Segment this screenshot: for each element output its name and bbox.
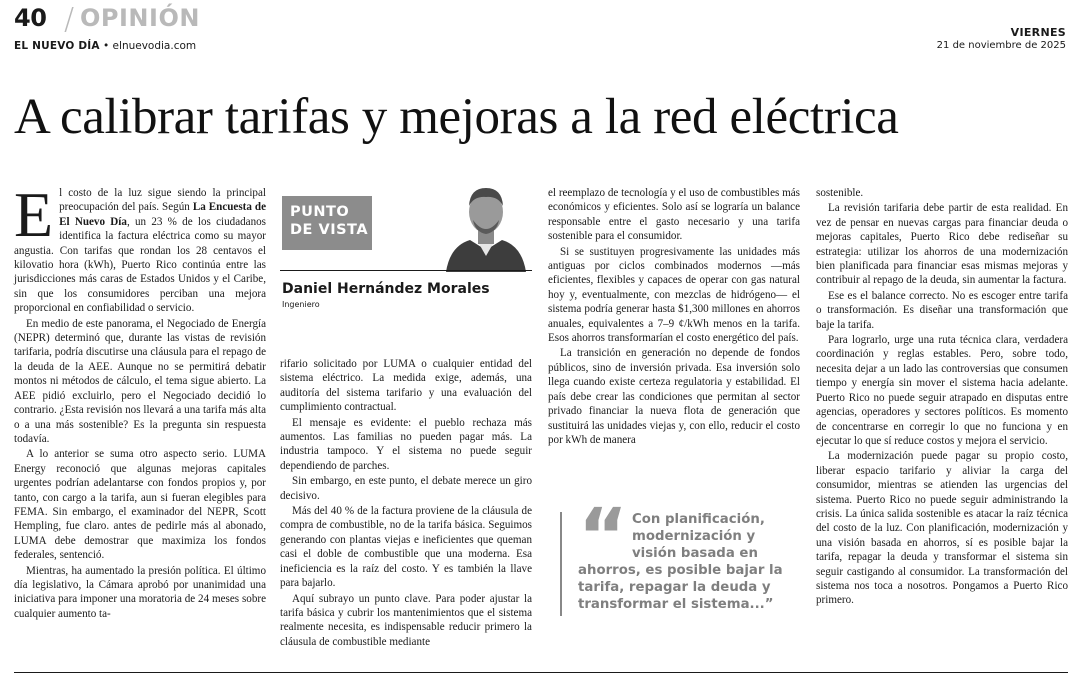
paragraph: sostenible. <box>816 187 864 199</box>
paragraph: A lo anterior se suma otro aspecto serio. LUMA Energy reconoció que algunas mejoras capitales urgentes podrían adelantarse con fondos propios y, por tanto, con cargo a la tarifa, aun si fueran elegibles para FEMA. Sin embargo, el examinador del NEPR, Scott Hempling, fue claro. antes de pedirle más al abonado, LUMA debe demostrar que maximiza los fondos federales, sentenció. <box>14 448 266 562</box>
paragraph: La modernización puede pagar su propio costo, liberar espacio tarifario y aliviar la carga del consumidor, mientras se atienden las urgencias del sistema. Puerto Rico no puede seguir administrando la crisis. La única salida sostenible es atacar la raíz técnica del costo de la luz. Con planificación, modernización y una visión basada en ahorros, sí es posible bajar la tarifa, repagar la deuda y transformar el sistema sin seguir castigando al consumidor. La transformación del sistema nos toca a nosotros. Pongamos a Puerto Rico primero. <box>816 450 1068 607</box>
header-slash: / <box>64 2 75 37</box>
page-number: 40 <box>14 4 47 32</box>
brand-line <box>14 40 196 52</box>
text-run: , un 23 % de los ciudadanos identifica la factura eléctrica como su mayor angustia. Con tarifas que rondan los 28 centavos el kilovatio hora (kWh), Puerto Rico continúa entre las jurisdicciones más caras de Estados Unidos y el Caribe, sin que los consumidores perciban una mejora proporcional en confiabilidad o servicio. <box>14 215 266 315</box>
paragraph: Sin embargo, en este punto, el debate merece un giro decisivo. <box>280 475 532 502</box>
pull-quote-line: ahorros, es posible bajar la tarifa, repagar la deuda y transformar el sistema...” <box>578 563 783 612</box>
paragraph: En medio de este panorama, el Negociado de Energía (NEPR) determinó que, durante las vistas de revisión tarifaria, podría discutirse una cláusula para el repago de la deuda de la AEE. Aunque no se permitirá debatir montos ni métodos de cálculo, el tema sigue abierto. La AEE pidió excluirlo, pero el Negociado decidió lo contrario. ¿Esta revisión nos llevará a una tarifa más alta o a una más sostenible? Es la pregunta sin respuesta todavía. <box>14 317 266 445</box>
page-header <box>14 4 414 60</box>
date-block <box>937 26 1066 51</box>
section-title: OPINIÓN <box>80 4 200 32</box>
paragraph: El mensaje es evidente: el pueblo rechaza más aumentos. Las familias no pueden pagar más. La industria tampoco. Y el sistema no puede seguir dependiendo de parches. <box>280 416 532 472</box>
author-divider <box>280 270 532 271</box>
quote-mark-icon: “ <box>578 491 628 580</box>
headline: A calibrar tarifas y mejoras a la red eléctrica <box>14 89 899 145</box>
paragraph: Aquí subrayo un punto clave. Para poder ajustar la tarifa básica y cubrir los mantenimientos que el sistema realmente necesita, es indispensable reducir primero la cláusula de combustible mediante <box>280 592 532 648</box>
paragraph <box>14 179 267 316</box>
author-role: Ingeniero <box>282 300 320 309</box>
section-label-box <box>282 196 372 250</box>
paragraph: Más del 40 % de la factura proviene de la cláusula de compra de combustible, no de la tarifa básica. Seguimos generando con plantas viejas e ineficientes que queman casi el doble de combustible que una moderna. Esa ineficiencia es la raíz del costo. Y es también la llave para bajarlo. <box>280 505 532 590</box>
text-run: l costo de la luz sigue siendo la principal preocupación del país. Según <box>59 187 266 214</box>
drop-cap: E <box>14 179 54 250</box>
author-name: Daniel Hernández Morales <box>282 281 490 297</box>
paragraph: Para lograrlo, urge una ruta técnica clara, verdadera coordinación y reglas estables. Pero, sobre todo, necesita dejar a un lado las controversias que consumen tiempo y energía sin mover el sistema hacia adelante. Puerto Rico no puede seguir atrapado en disputas entre agencias, operadores y sectores políticos. Es momento de concentrarse en corregir lo que no funciona y en ejecutar lo que sí reduce costos y mejora el servicio. <box>816 334 1068 447</box>
paragraph: el reemplazo de tecnología y el uso de combustibles más económicos y eficientes. Solo así se lograría un balance responsable entre el gasto necesario y una tarifa sostenible para el consumidor. <box>548 187 800 243</box>
paragraph: rifario solicitado por LUMA o cualquier entidad del sistema eléctrico. La medida exige, además, una auditoría del sistema tarifario y una evaluación del cumplimiento contractual. <box>280 358 532 414</box>
column-2 <box>280 357 532 650</box>
column-1 <box>14 179 267 622</box>
pull-quote-line: Con planificación, modernización y visión basada en <box>632 512 765 561</box>
column-3 <box>548 186 800 448</box>
date: 21 de noviembre de 2025 <box>936 40 1066 51</box>
section-label-line: DE VISTA <box>290 222 369 238</box>
paragraph: Mientras, ha aumentado la presión política. El último día legislativo, la Cámara aprobó por unanimidad una iniciativa para imponer una moratoria de 24 meses sobre cualquier aumento ta- <box>14 564 266 620</box>
brand-site: • elnuevodia.com <box>103 40 197 52</box>
pull-quote <box>578 511 788 613</box>
survey-name: La Encuesta de El Nuevo Día <box>59 201 267 228</box>
bottom-rule <box>14 672 1068 673</box>
section-label-line: PUNTO <box>290 204 350 220</box>
brand-name: EL NUEVO DÍA <box>14 40 100 52</box>
author-photo <box>440 176 532 272</box>
column-4 <box>816 186 1068 609</box>
weekday: VIERNES <box>1010 26 1066 39</box>
paragraph: Si se sustituyen progresivamente las unidades más antiguas por ciclos combinados modernos —más eficientes, flexibles y capaces de operar con gas natural hoy y, eventualmente, con mezclas de hidrógeno— el sistema podría generar hasta $1,300 millones en ahorros anuales, equivalentes a 7–9 ¢/kWh menos en la tarifa. Esos ahorros transformarían el costo energético del país. <box>548 245 800 345</box>
paragraph: La transición en generación no depende de fondos públicos, sino de inversión privada. Esa inversión solo llega cuando existe certeza regulatoria y estabilidad. El país debe crear las condiciones que permitan al sector privado financiar la nueva flota de generación que sustituirá las unidades viejas y, con ello, reducir el costo por kWh de manera <box>548 347 800 446</box>
paragraph: Ese es el balance correcto. No es escoger entre tarifa o transformación. Es diseñar una transformación que baje la tarifa. <box>816 289 1068 331</box>
paragraph: La revisión tarifaria debe partir de esta realidad. En vez de pensar en nuevas cargas para financiar deuda o mejoras capitales, Puerto Rico debe rediseñar su estrategia: utilizar los ahorros de una modernización bien planificada para financiar esas mismas mejoras y contribuir al repago de la deuda, sin aumentar la factura. <box>816 202 1068 287</box>
quote-bar <box>560 512 562 616</box>
